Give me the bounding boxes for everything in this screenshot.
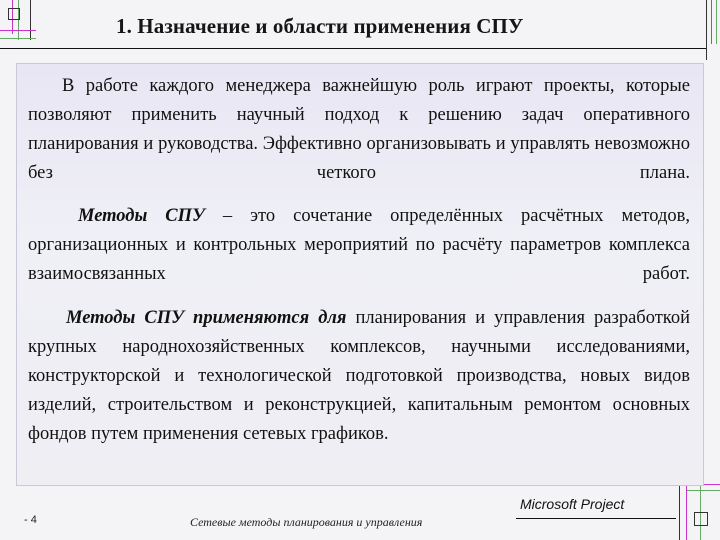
title-underline bbox=[0, 48, 706, 49]
page-number: - 4 bbox=[24, 514, 37, 526]
footer-rule bbox=[516, 518, 676, 519]
paragraph-2-term: Методы СПУ bbox=[78, 206, 205, 226]
paragraph-1 bbox=[28, 72, 690, 188]
footer-product: Microsoft Project bbox=[520, 496, 625, 512]
paragraph-1-text: В работе каждого менеджера важнейшую роль играют проекты, которые позволяют применить научный подход к решению задач оперативного планирования и руководства. Эффективно организовывать и управлять невозможно без четкого плана. bbox=[28, 76, 690, 183]
footer-caption: Сетевые методы планирования и управления bbox=[190, 515, 423, 529]
paragraph-2-text: – это сочетание определённых расчётных методов, организационных и контрольных мероприятий по расчёту параметров комплекса взаимосвязанных работ. bbox=[28, 206, 690, 284]
paragraph-3-term: Методы СПУ применяются для bbox=[66, 308, 347, 328]
paragraph-3 bbox=[28, 304, 690, 449]
paragraph-2 bbox=[28, 202, 690, 289]
paragraph-3-text: планирования и управления разработкой крупных народнохозяйственных комплексов, научными исследованиями, конструкторской и технологической подготовкой производства, новых видов изделий, строительством и реконструкцией, капитальным ремонтом основных фондов путем применения сетевых графиков. bbox=[28, 308, 690, 444]
slide-title: 1. Назначение и области применения СПУ bbox=[116, 14, 524, 38]
